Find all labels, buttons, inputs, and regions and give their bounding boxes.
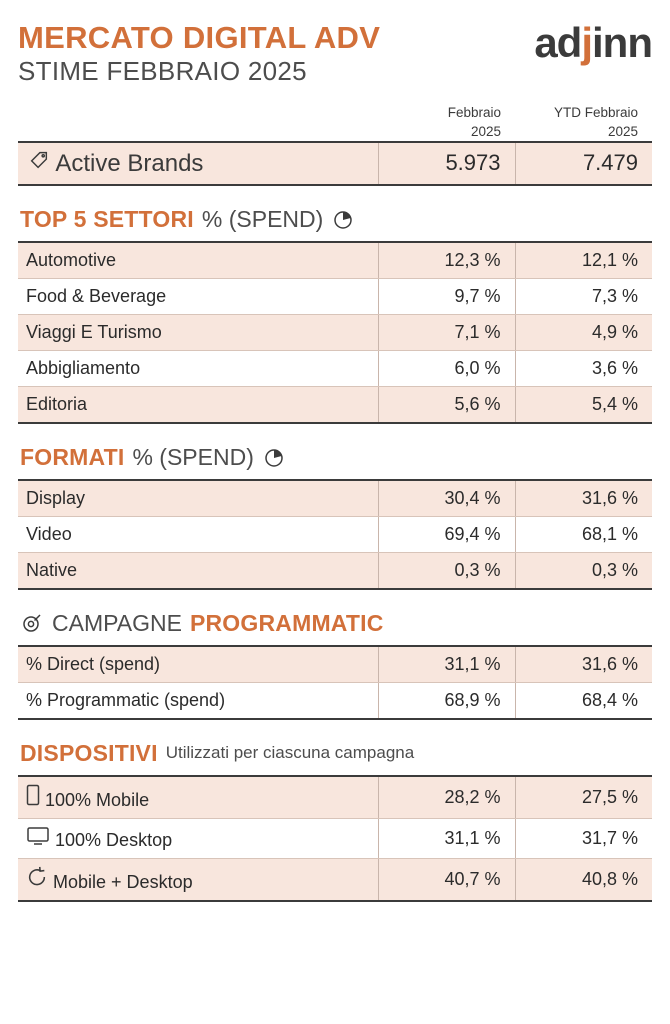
section-title-devices <box>20 740 652 767</box>
sector-feb: 12,3 % <box>378 242 515 279</box>
sector-label: Viaggi E Turismo <box>18 314 378 350</box>
page-header <box>18 18 652 86</box>
devices-title-strong: DISPOSITIVI <box>20 739 158 766</box>
format-feb: 30,4 % <box>378 480 515 517</box>
table-row <box>18 776 652 819</box>
campaign-feb: 68,9 % <box>378 682 515 719</box>
logo-wordmark <box>534 19 652 66</box>
table-row <box>18 646 652 683</box>
adjinn-logo <box>534 18 652 64</box>
tag-icon <box>28 149 50 171</box>
device-feb: 28,2 % <box>378 776 515 819</box>
column-header-feb <box>378 104 515 140</box>
sector-label: Automotive <box>18 242 378 279</box>
device-ytd: 27,5 % <box>515 776 652 819</box>
column-header-feb-line2: 2025 <box>470 123 501 139</box>
logo-text-inn: inn <box>592 19 652 66</box>
devices-title-light: Utilizzati per ciascuna campagna <box>165 743 415 763</box>
active-brands-label: Active Brands <box>55 149 204 177</box>
column-header-ytd-line2: 2025 <box>607 123 638 139</box>
device-label-cell <box>18 776 378 819</box>
active-brands-table <box>18 141 652 186</box>
sector-feb: 6,0 % <box>378 350 515 386</box>
campaign-ytd: 31,6 % <box>515 646 652 683</box>
logo-text-j: j <box>581 19 593 66</box>
active-brands-label-cell <box>18 142 378 185</box>
device-label: 100% Mobile <box>45 789 150 810</box>
sectors-title-strong: TOP 5 SETTORI <box>20 205 194 232</box>
page-subtitle: STIME FEBBRAIO 2025 <box>18 55 307 86</box>
title-block <box>18 18 380 86</box>
table-row <box>18 142 652 185</box>
table-row <box>18 858 652 901</box>
formats-title-light: % (SPEND) <box>132 443 254 470</box>
active-brands-feb: 5.973 <box>378 142 515 185</box>
sectors-title-light: % (SPEND) <box>201 205 324 232</box>
table-row <box>18 314 652 350</box>
campaign-label: % Direct (spend) <box>18 646 378 683</box>
format-feb: 0,3 % <box>378 552 515 589</box>
campaigns-table <box>18 645 652 720</box>
campaign-ytd: 68,4 % <box>515 682 652 719</box>
column-header-feb-line1: Febbraio <box>447 105 501 121</box>
table-row <box>18 682 652 719</box>
active-brands-ytd: 7.479 <box>515 142 652 185</box>
format-feb: 69,4 % <box>378 516 515 552</box>
sector-label: Food & Beverage <box>18 278 378 314</box>
devices-table <box>18 775 652 902</box>
campaign-label: % Programmatic (spend) <box>26 689 226 710</box>
section-title-campaigns <box>20 610 652 637</box>
sector-ytd: 12,1 % <box>515 242 652 279</box>
logo-text-ad: ad <box>534 19 582 66</box>
sector-ytd: 5,4 % <box>515 386 652 423</box>
column-headers <box>18 104 652 140</box>
campaign-feb: 31,1 % <box>378 646 515 683</box>
format-ytd: 31,6 % <box>515 480 652 517</box>
table-row <box>18 480 652 517</box>
formats-title-strong: FORMATI <box>20 443 125 470</box>
column-header-ytd <box>515 104 652 140</box>
section-title-sectors <box>20 206 652 233</box>
pie-chart-icon <box>331 207 355 231</box>
device-ytd: 31,7 % <box>515 818 652 858</box>
format-ytd: 0,3 % <box>515 552 652 589</box>
sector-ytd: 4,9 % <box>515 314 652 350</box>
column-header-ytd-line1: YTD Febbraio <box>553 105 638 121</box>
device-label-cell <box>18 858 378 901</box>
formats-table <box>18 479 652 590</box>
table-row <box>18 552 652 589</box>
table-row <box>18 386 652 423</box>
table-row <box>18 516 652 552</box>
table-row <box>18 350 652 386</box>
table-row <box>18 242 652 279</box>
campaigns-title-light: CAMPAGNE <box>52 609 182 636</box>
sectors-table <box>18 241 652 424</box>
section-title-formats <box>20 444 652 471</box>
format-ytd: 68,1 % <box>515 516 652 552</box>
device-label: Mobile + Desktop <box>53 871 193 892</box>
device-feb: 31,1 % <box>378 818 515 858</box>
mobile-icon <box>26 784 40 806</box>
page-title: MERCATO DIGITAL ADV <box>18 20 381 55</box>
device-ytd: 40,8 % <box>515 858 652 901</box>
target-icon <box>20 611 44 635</box>
refresh-icon <box>26 866 48 888</box>
sector-feb: 5,6 % <box>378 386 515 423</box>
desktop-icon <box>26 826 50 846</box>
sector-label: Abbigliamento <box>18 350 378 386</box>
device-label: 100% Desktop <box>55 829 173 850</box>
sector-ytd: 7,3 % <box>515 278 652 314</box>
campaigns-title-strong: PROGRAMMATIC <box>189 609 384 636</box>
format-label: Native <box>26 559 78 580</box>
sector-feb: 7,1 % <box>378 314 515 350</box>
table-row <box>18 278 652 314</box>
sector-feb: 9,7 % <box>378 278 515 314</box>
device-feb: 40,7 % <box>378 858 515 901</box>
sector-label: Editoria <box>26 393 88 414</box>
pie-chart-icon <box>262 445 286 469</box>
format-label: Video <box>18 516 378 552</box>
table-row <box>18 818 652 858</box>
device-label-cell <box>18 818 378 858</box>
sector-ytd: 3,6 % <box>515 350 652 386</box>
format-label: Display <box>18 480 378 517</box>
